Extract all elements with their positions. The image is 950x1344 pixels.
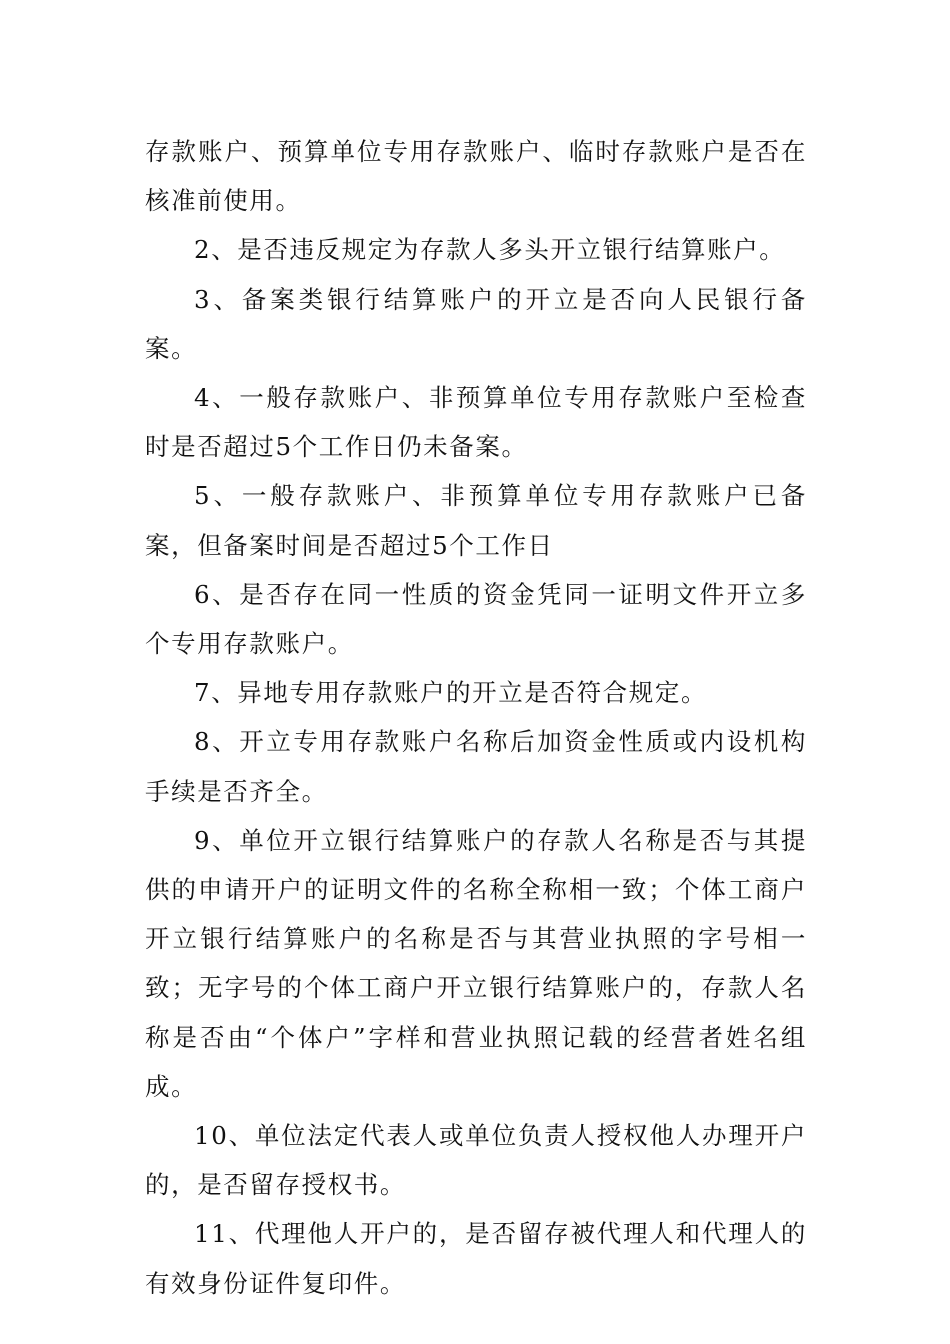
paragraph-item-3: 3、备案类银行结算账户的开立是否向人民银行备案。 — [145, 284, 807, 363]
paragraph-item-8: 8、开立专用存款账户名称后加资金性质或内设机构手续是否齐全。 — [145, 727, 807, 806]
document-body — [145, 127, 807, 1308]
paragraph-item-10: 10、单位法定代表人或单位负责人授权他人办理开户的，是否留存授权书。 — [145, 1121, 807, 1200]
paragraph-item-2: 2、是否违反规定为存款人多头开立银行结算账户。 — [194, 235, 786, 265]
paragraph-continuation: 存款账户、预算单位专用存款账户、临时存款账户是否在核准前使用。 — [145, 137, 807, 216]
paragraph-item-4: 4、一般存款账户、非预算单位专用存款账户至检查时是否超过5个工作日仍未备案。 — [145, 383, 807, 462]
paragraph-item-9: 9、单位开立银行结算账户的存款人名称是否与其提供的申请开户的证明文件的名称全称相一致；个体工商户开立银行结算账户的名称是否与其营业执照的字号相一致；无字号的个体工商户开立银行结算账户的，存款人名称是否由“个体户”字样和营业执照记载的经营者姓名组成。 — [145, 825, 807, 1101]
paragraph-item-5: 5、一般存款账户、非预算单位专用存款账户已备案，但备案时间是否超过5个工作日 — [145, 481, 807, 560]
paragraph-item-6: 6、是否存在同一性质的资金凭同一证明文件开立多个专用存款账户。 — [145, 579, 807, 659]
paragraph-item-7: 7、异地专用存款账户的开立是否符合规定。 — [194, 678, 708, 708]
paragraph-item-11: 11、代理他人开户的，是否留存被代理人和代理人的有效身份证件复印件。 — [145, 1219, 807, 1298]
